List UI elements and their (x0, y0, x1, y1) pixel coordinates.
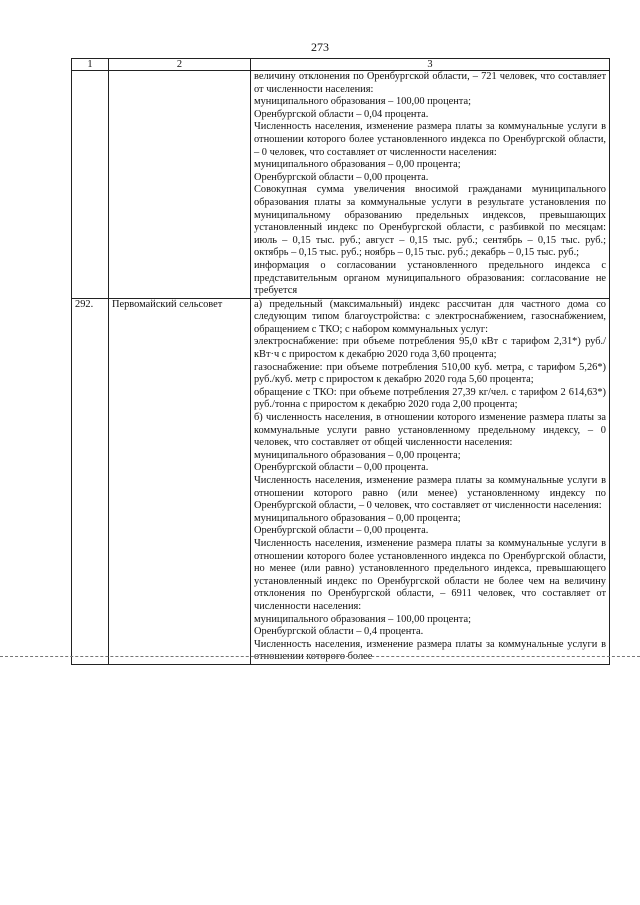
content-paragraph: Численность населения, изменение размера платы за коммунальные услуги в отношении которого более установленного индекса по Оренбургской области, – 0 человек, что составляет от численности населения: (254, 121, 606, 158)
content-paragraph: муниципального образования – 100,00 процента; (254, 613, 471, 625)
page-number: 273 (311, 40, 329, 54)
content-paragraph: величину отклонения по Оренбургской области, – 721 человек, что составляет от численности населения: (254, 71, 606, 95)
column-header: 3 (251, 59, 610, 71)
content-paragraph: электроснабжение: при объеме потребления 95,0 кВт с тарифом 2,31*) руб./кВт·ч с приростом к декабрю 2020 года 3,60 процента; (254, 336, 606, 361)
content-paragraph: Численность населения, изменение размера платы за коммунальные услуги в отношении которого равно (или менее) установленному индексу по Оренбургской области, – 0 человек, что составляет от численности населения: (254, 475, 606, 512)
content-paragraph: Численность населения, изменение размера платы за коммунальные услуги в отношении которого более установленного индекса по Оренбургской области, но менее (или равно) установленного предельного индекса, превышающего установленный индекс по Оренбургской области не более чем на величину отклонения по Оренбургской области, – 6911 человек, что составляет от численности населения: (254, 537, 606, 612)
content-paragraph: Оренбургской области – 0,4 процента. (254, 626, 424, 638)
content-paragraph: Численность населения, изменение размера платы за коммунальные услуги в отношении которого более (254, 638, 606, 663)
municipality-name (109, 71, 251, 299)
document-table (71, 58, 610, 665)
content-paragraph: Совокупная сумма увеличения вносимой гражданами муниципального образования платы за коммунальные услуги в результате установления по муниципальному образованию предельных индексов, превышающих установленный индекс по Оренбургской области, с разбивкой по месяцам: июль – 0,15 тыс. руб.; август – 0,15 тыс. руб.; сентябрь – 0,15 тыс. руб.; октябрь – 0,15 тыс. руб.; ноябрь – 0,15 тыс. руб.; декабрь – 0,15 тыс. руб.; (254, 184, 606, 259)
content-paragraph: Оренбургской области – 0,00 процента. (254, 462, 429, 474)
content-paragraph: Оренбургской области – 0,00 процента. (254, 171, 429, 183)
scan-dashed-line (0, 656, 640, 658)
content-paragraph: Оренбургской области – 0,00 процента. (254, 525, 429, 537)
row-number: 292. (72, 298, 109, 664)
content-paragraph: Оренбургской области – 0,04 процента. (254, 108, 429, 120)
content-paragraph: б) численность населения, в отношении которого изменение размера платы за коммунальные услуги равно установленному предельному индексу, – 0 человек, что составляет от общей численности населения: (254, 412, 606, 449)
content-paragraph: муниципального образования – 0,00 процента; (254, 512, 461, 524)
table-row (72, 71, 610, 299)
table-header-row (72, 59, 610, 71)
content-paragraph: муниципального образования – 0,00 процента; (254, 159, 461, 171)
content-paragraph: газоснабжение: при объеме потребления 510,00 куб. метра, с тарифом 5,26*) руб./куб. метр с приростом к декабрю 2020 года 5,60 процента; (254, 361, 606, 386)
municipality-name: Первомайский сельсовет (109, 298, 251, 664)
column-header: 2 (109, 59, 251, 71)
row-content (251, 298, 610, 664)
row-number (72, 71, 109, 299)
content-paragraph: муниципального образования – 100,00 процента; (254, 96, 471, 108)
column-header: 1 (72, 59, 109, 71)
content-paragraph: муниципального образования – 0,00 процента; (254, 449, 461, 461)
content-paragraph: а) предельный (максимальный) индекс рассчитан для частного дома со следующим типом благоустройства: с электроснабжением, газоснабжением, обращением с ТКО; с набором коммунальных услуг: (254, 298, 606, 335)
table-row (72, 298, 610, 664)
content-paragraph: обращение с ТКО: при объеме потребления 27,39 кг/чел. с тарифом 2 614,63*) руб./тонна с приростом к декабрю 2020 года 2,00 процента; (254, 386, 606, 411)
row-content (251, 71, 610, 299)
table-body (72, 71, 610, 665)
content-paragraph: информация о согласовании установленного предельного индекса с представительным органом муниципального образования: согласование не требуется (254, 259, 606, 297)
